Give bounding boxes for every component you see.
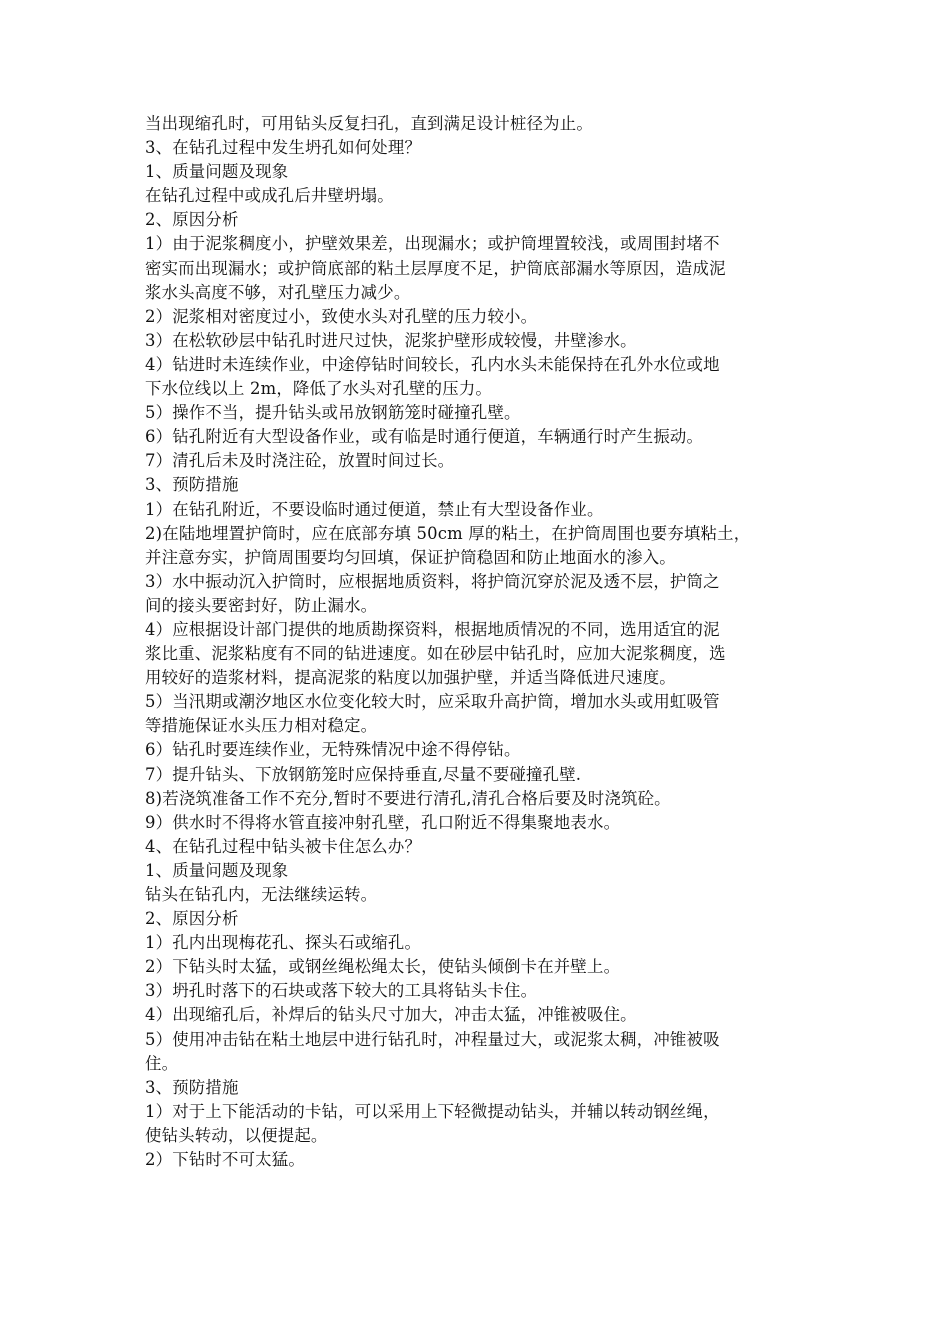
text-line: 7）清孔后未及时浇注砼，放置时间过长。 (145, 451, 455, 471)
text-line: 在钻孔过程中或成孔后井壁坍塌。 (145, 186, 394, 206)
text-line: 6）钻孔附近有大型设备作业，或有临是时通行便道，车辆通行时产生振动。 (145, 427, 704, 447)
subsection-heading: 1、质量问题及现象 (145, 860, 289, 880)
text-line: 间的接头要密封好，防止漏水。 (145, 595, 378, 615)
text-line: 2）下钻时不可太猛。 (145, 1150, 305, 1170)
section-heading: 3、在钻孔过程中发生坍孔如何处理？ (145, 138, 422, 158)
text-line: 钻头在钻孔内，无法继续运转。 (145, 885, 378, 904)
subsection-heading: 2、原因分析 (145, 909, 239, 929)
text-line: 7）提升钻头、下放钢筋笼时应保持垂直,尽量不要碰撞孔壁. (145, 764, 582, 784)
text-line: 3）水中振动沉入护筒时，应根据地质资料，将护筒沉穿於泥及透不层，护筒之 (145, 571, 720, 591)
subsection-heading: 1、质量问题及现象 (145, 162, 289, 182)
text-line: 9）供水时不得将水管直接冲射孔壁，孔口附近不得集聚地表水。 (145, 812, 621, 832)
text-line: 当出现缩孔时，可用钻头反复扫孔，直到满足设计桩径为止。 (145, 114, 593, 133)
text-line: 4）出现缩孔后，补焊后的钻头尺寸加大，冲击太猛，冲锥被吸住。 (145, 1005, 637, 1025)
text-line: 2)在陆地埋置护筒时，应在底部夯填 50cm 厚的粘土，在护筒周围也要夯填粘土， (145, 523, 751, 543)
text-line: 使钻头转动，以便提起。 (145, 1125, 328, 1145)
section-heading: 4、在钻孔过程中钻头被卡住怎么办？ (145, 836, 422, 856)
text-line: 4）钻进时未连续作业，中途停钻时间较长，孔内水头未能保持在孔外水位或地 (145, 354, 720, 374)
text-line: 8)若浇筑准备工作不充分,暂时不要进行清孔,清孔合格后要及时浇筑砼。 (145, 788, 671, 808)
subsection-heading: 3、预防措施 (145, 475, 239, 495)
text-line: 1）孔内出现梅花孔、探头石或缩孔。 (145, 933, 422, 953)
text-line: 浆比重、泥浆粘度有不同的钻进速度。如在砂层中钻孔时，应加大泥浆稠度，选 (145, 644, 726, 664)
text-line: 并注意夯实，护筒周围要均匀回填，保证护筒稳固和防止地面水的渗入。 (145, 547, 676, 567)
document-body (145, 112, 810, 1172)
text-line: 1）由于泥浆稠度小，护壁效果差，出现漏水；或护筒埋置较浅，或周围封堵不 (145, 234, 720, 254)
text-line: 下水位线以上 2m，降低了水头对孔壁的压力。 (145, 379, 493, 399)
text-line: 1）对于上下能活动的卡钻，可以采用上下轻微提动钻头，并辅以转动钢丝绳， (145, 1101, 720, 1121)
text-line: 5）当汛期或潮汐地区水位变化较大时，应采取升高护筒，增加水头或用虹吸管 (145, 692, 720, 712)
text-line: 用较好的造浆材料，提高泥浆的粘度以加强护壁，并适当降低进尺速度。 (145, 668, 676, 688)
subsection-heading: 3、预防措施 (145, 1077, 239, 1097)
subsection-heading: 2、原因分析 (145, 210, 239, 230)
text-line: 5）操作不当，提升钻头或吊放钢筋笼时碰撞孔壁。 (145, 403, 521, 423)
text-line: 2）下钻头时太猛，或钢丝绳松绳太长，使钻头倾倒卡在并壁上。 (145, 957, 621, 977)
text-line: 6）钻孔时要连续作业，无特殊情况中途不得停钻。 (145, 740, 521, 760)
text-line: 2）泥浆相对密度过小，致使水头对孔壁的压力较小。 (145, 306, 538, 326)
text-line: 浆水头高度不够，对孔壁压力减少。 (145, 282, 411, 302)
text-line: 密实而出现漏水；或护筒底部的粘土层厚度不足，护筒底部漏水等原因，造成泥 (145, 258, 726, 278)
text-line: 4）应根据设计部门提供的地质勘探资料，根据地质情况的不同，选用适宜的泥 (145, 619, 720, 639)
text-line: 等措施保证水头压力相对稳定。 (145, 716, 378, 736)
text-line: 3）在松软砂层中钻孔时进尺过快，泥浆护壁形成较慢，井壁渗水。 (145, 330, 637, 350)
text-line: 3）坍孔时落下的石块或落下较大的工具将钻头卡住。 (145, 981, 538, 1001)
text-line: 5）使用冲击钻在粘土地层中进行钻孔时，冲程量过大，或泥浆太稠，冲锥被吸 (145, 1029, 720, 1049)
text-line: 住。 (145, 1053, 179, 1073)
text-line: 1）在钻孔附近，不要设临时通过便道，禁止有大型设备作业。 (145, 499, 604, 519)
